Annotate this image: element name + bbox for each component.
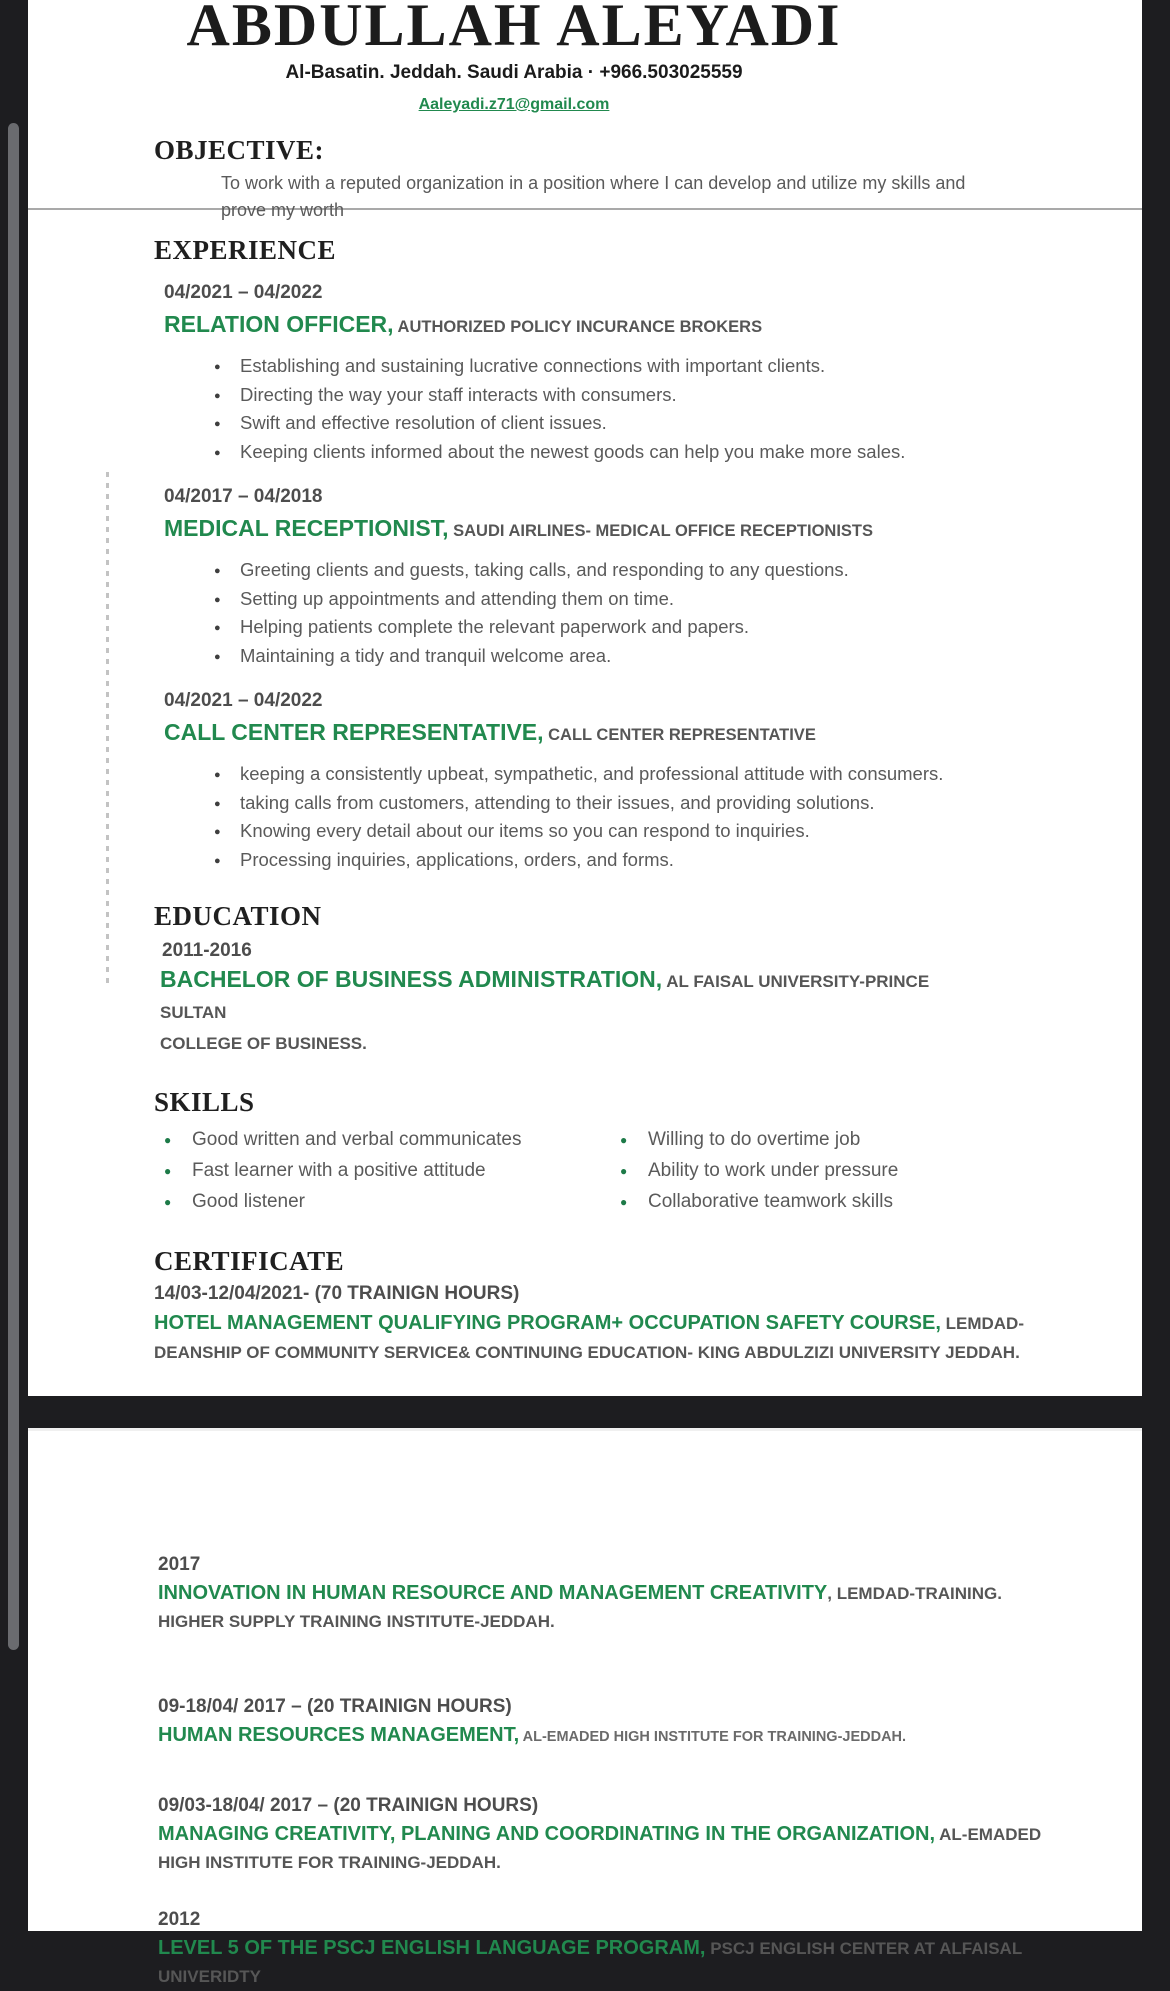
skill-item: ● Willing to do overtime job xyxy=(620,1124,1066,1155)
job-bullet: ● Processing inquiries, applications, orders, and forms. xyxy=(214,846,1102,875)
entry-org: PSCJ ENGLISH CENTER AT ALFAISAL xyxy=(705,1939,1023,1958)
page-1 xyxy=(28,0,1142,1396)
degree-line xyxy=(160,964,960,1060)
certificate-entry xyxy=(158,1552,1102,1636)
job-role: RELATION OFFICER, xyxy=(164,311,394,337)
degree-title: BACHELOR OF BUSINESS ADMINISTRATION, xyxy=(160,966,663,992)
dotted-timeline xyxy=(106,472,109,984)
entry-date: 09-18/04/ 2017 – (20 TRAINIGN HOURS) xyxy=(158,1696,512,1717)
entry-org: UNIVERIDTY xyxy=(158,1967,261,1986)
job-date: 04/2017 – 04/2018 xyxy=(164,486,323,507)
cert-line xyxy=(154,1309,1102,1368)
skill-item: ● Collaborative teamwork skills xyxy=(620,1186,1066,1217)
job-bullet: ● Establishing and sustaining lucrative connections with important clients. xyxy=(214,352,1102,381)
entry-org: AL-EMADED xyxy=(935,1825,1042,1844)
job-bullet: ● Knowing every detail about our items so you can respond to inquiries. xyxy=(214,817,1102,846)
entry-date: 2017 xyxy=(158,1554,201,1575)
job-role: MEDICAL RECEPTIONIST, xyxy=(164,515,449,541)
job-bullet-list xyxy=(214,556,1102,670)
entry-org: AL-EMADED HIGH INSTITUTE FOR TRAINING-JEDDAH. xyxy=(519,1729,907,1745)
certificate-entry xyxy=(158,1793,1102,1877)
entry-line xyxy=(158,1580,1102,1636)
entry-title: HUMAN RESOURCES MANAGEMENT, xyxy=(158,1724,520,1746)
page-2-content xyxy=(28,1431,1142,1991)
entry-org: HIGH INSTITUTE FOR TRAINING-JEDDAH. xyxy=(158,1853,501,1872)
job-bullet: ● Greeting clients and guests, taking calls, and responding to any questions. xyxy=(214,556,1102,585)
skills-grid xyxy=(154,1124,1102,1217)
objective-text: To work with a reputed organization in a position where I can develop and utilize my skills and prove my worth xyxy=(221,173,966,220)
page-1-content xyxy=(28,114,1142,1368)
objective-heading: OBJECTIVE: xyxy=(154,135,325,165)
experience-heading: EXPERIENCE xyxy=(154,235,337,265)
job-bullet: ● taking calls from customers, attending to their issues, and providing solutions. xyxy=(214,789,1102,818)
job-bullet: ● Swift and effective resolution of client issues. xyxy=(214,409,1102,438)
job-bullet: ● keeping a consistently upbeat, sympathetic, and professional attitude with consumers. xyxy=(214,760,1102,789)
skill-item: ● Good written and verbal communicates xyxy=(164,1124,610,1155)
degree-org: COLLEGE OF BUSINESS. xyxy=(160,1034,367,1053)
candidate-name: ABDULLAH ALEYADI xyxy=(186,0,842,58)
skill-item: ● Ability to work under pressure xyxy=(620,1155,1066,1186)
job-bullet-list xyxy=(214,352,1102,466)
entry-line xyxy=(158,1821,1102,1877)
entry-line xyxy=(158,1722,1102,1751)
entry-title: INNOVATION IN HUMAN RESOURCE AND MANAGEMENT CREATIVITY xyxy=(158,1582,828,1604)
job-bullet-list xyxy=(214,760,1102,874)
certificate-entry xyxy=(158,1694,1102,1751)
entry-title: LEVEL 5 OF THE PSCJ ENGLISH LANGUAGE PROGRAM, xyxy=(158,1937,706,1959)
job-date: 04/2021 – 04/2022 xyxy=(164,282,323,303)
certificate-heading: CERTIFICATE xyxy=(154,1246,345,1276)
certificate-entry xyxy=(158,1907,1102,1991)
job-bullet: ● Helping patients complete the relevant paperwork and papers. xyxy=(214,613,1102,642)
entry-date: 2012 xyxy=(158,1909,201,1930)
job-bullet: ● Keeping clients informed about the newest goods can help you make more sales. xyxy=(214,438,1102,467)
job-bullet: ● Setting up appointments and attending them on time. xyxy=(214,585,1102,614)
email-link[interactable]: Aaleyadi.z71@gmail.com xyxy=(418,96,610,113)
job-entry xyxy=(164,280,1102,466)
job-role: CALL CENTER REPRESENTATIVE, xyxy=(164,719,544,745)
job-entry xyxy=(164,484,1102,670)
skills-left-column xyxy=(154,1124,610,1217)
skill-item: ● Fast learner with a positive attitude xyxy=(164,1155,610,1186)
resume-header xyxy=(28,0,1000,114)
job-org: AUTHORIZED POLICY INCURANCE BROKERS xyxy=(393,318,763,336)
experience-list xyxy=(154,280,1102,874)
skill-item: ● Good listener xyxy=(164,1186,610,1217)
entry-org: , LEMDAD-TRAINING. xyxy=(827,1584,1002,1603)
skills-heading: SKILLS xyxy=(154,1087,255,1117)
job-org: SAUDI AIRLINES- MEDICAL OFFICE RECEPTIONISTS xyxy=(448,522,873,540)
cert-org: LEMDAD- xyxy=(940,1314,1024,1333)
page-2 xyxy=(28,1428,1142,1986)
job-date: 04/2021 – 04/2022 xyxy=(164,690,323,711)
job-bullet: ● Maintaining a tidy and tranquil welcome area. xyxy=(214,642,1102,671)
job-org: CALL CENTER REPRESENTATIVE xyxy=(543,726,816,744)
degree-org: AL FAISAL UNIVERSITY-PRINCE SULTAN xyxy=(160,972,930,1022)
education-heading: EDUCATION xyxy=(154,901,322,931)
job-bullet: ● Directing the way your staff interacts with consumers. xyxy=(214,381,1102,410)
education-date: 2011-2016 xyxy=(162,940,252,961)
entry-org: HIGHER SUPPLY TRAINING INSTITUTE-JEDDAH. xyxy=(158,1612,555,1631)
entry-line xyxy=(158,1935,1102,1991)
cert-date: 14/03-12/04/2021- (70 TRAINIGN HOURS) xyxy=(154,1283,520,1304)
skills-right-column xyxy=(610,1124,1066,1217)
job-entry xyxy=(164,688,1102,874)
entry-date: 09/03-18/04/ 2017 – (20 TRAINIGN HOURS) xyxy=(158,1795,539,1816)
vertical-scrollbar-thumb[interactable] xyxy=(8,123,19,1650)
job-role-line xyxy=(164,716,1102,752)
entry-title: MANAGING CREATIVITY, PLANING AND COORDINATING IN THE ORGANIZATION, xyxy=(158,1823,936,1845)
cert-title: HOTEL MANAGEMENT QUALIFYING PROGRAM+ OCCUPATION SAFETY COURSE, xyxy=(154,1312,941,1334)
job-role-line xyxy=(164,512,1102,548)
job-role-line xyxy=(164,308,1102,344)
contact-line: Al-Basatin. Jeddah. Saudi Arabia · +966.503025559 xyxy=(285,62,743,83)
cert-org: DEANSHIP OF COMMUNITY SERVICE& CONTINUING EDUCATION- KING ABDULZIZI UNIVERSITY JEDDAH. xyxy=(154,1343,1020,1362)
